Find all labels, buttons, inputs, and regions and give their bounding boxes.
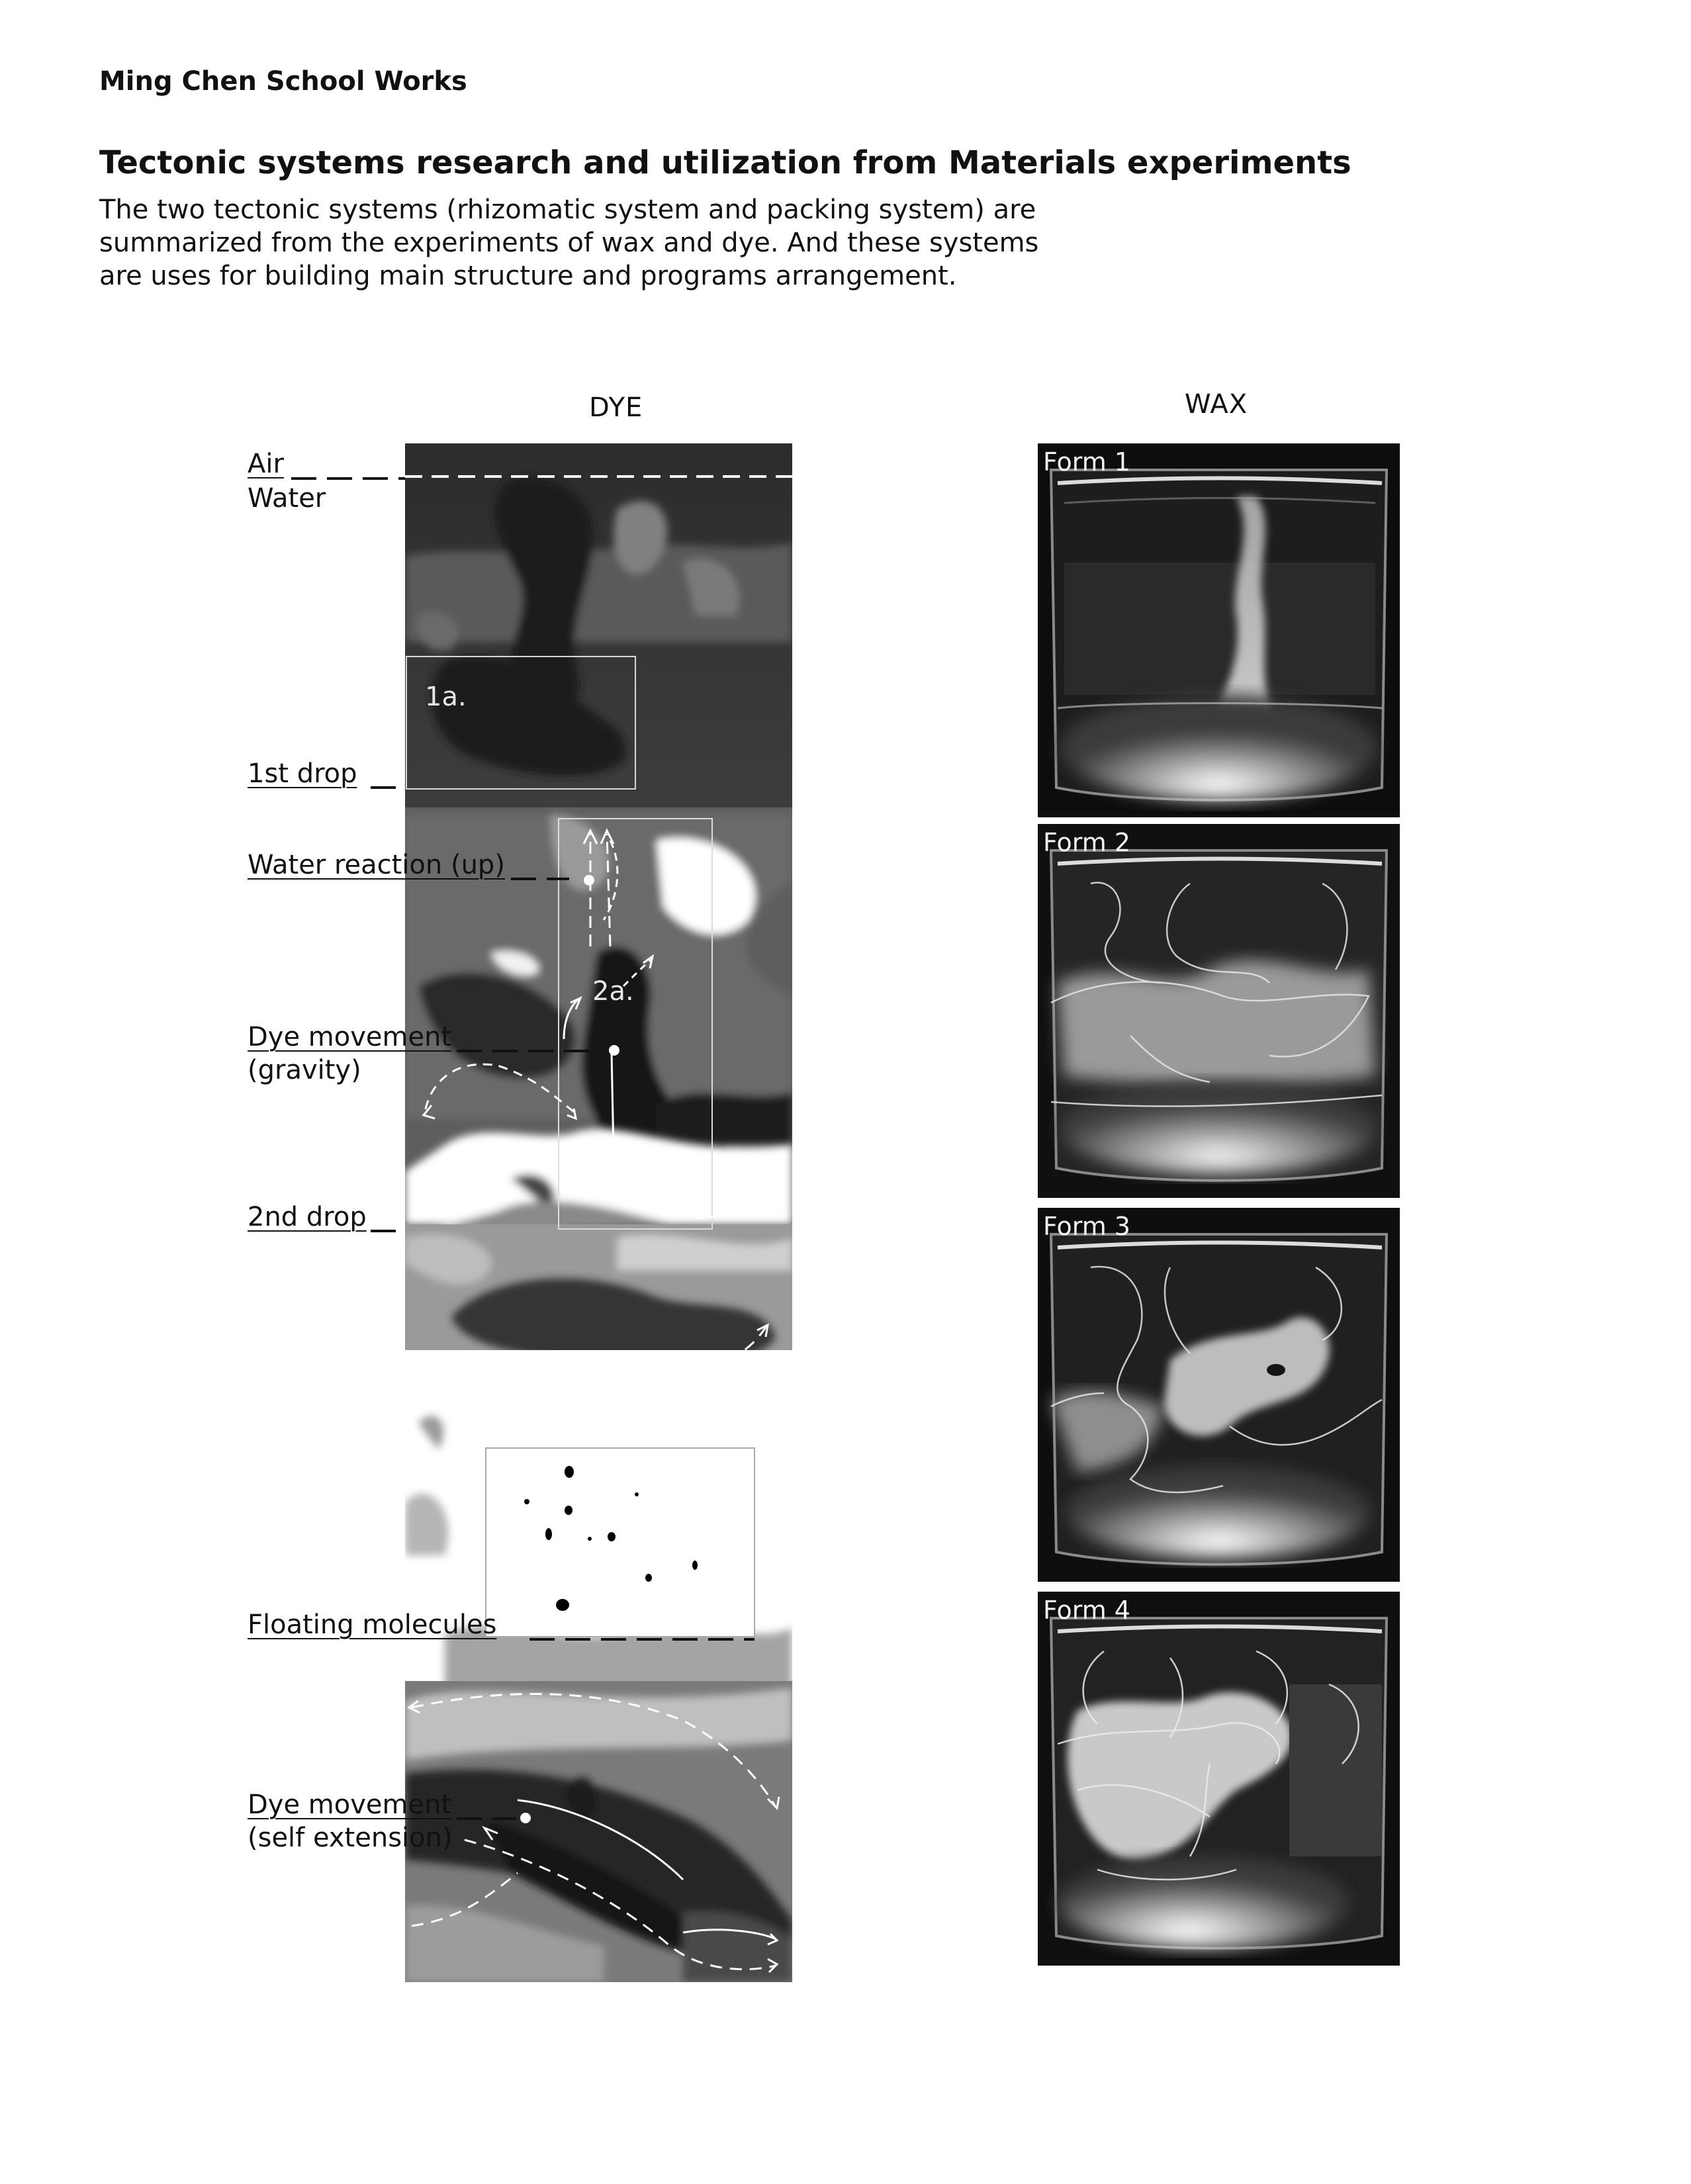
dye-experiment-image [405, 443, 792, 1982]
label-water-reaction: Water reaction (up) [248, 850, 505, 880]
wax-form-1-label: Form 1 [1043, 447, 1130, 477]
tag-1a: 1a. [425, 682, 467, 712]
wax-form-3-photo [1038, 1208, 1400, 1582]
label-dye-movement-self: Dye movement [248, 1790, 452, 1820]
label-floating-molecules: Floating molecules [248, 1610, 497, 1640]
tag-2a: 2a. [592, 976, 634, 1007]
wax-form-3-label: Form 3 [1043, 1212, 1130, 1241]
description-line: The two tectonic systems (rhizomatic system and packing system) are [99, 195, 1036, 225]
wax-column-title: WAX [1185, 389, 1248, 420]
label-dye-movement-gravity: Dye movement [248, 1022, 452, 1052]
label-gravity-sub: (gravity) [248, 1055, 361, 1085]
label-water: Water [248, 483, 326, 514]
label-second-drop: 2nd drop [248, 1202, 367, 1232]
wax-form-1-graphic [1038, 443, 1400, 817]
author-line: Ming Chen School Works [99, 66, 467, 97]
description [99, 193, 1092, 293]
page-title: Tectonic systems research and utilization from Materials experiments [99, 144, 1351, 181]
label-air: Air [248, 449, 284, 479]
description-line: are uses for building main structure and programs arrangement. [99, 261, 957, 291]
dye-column-title: DYE [589, 392, 643, 423]
wax-form-4-graphic [1038, 1592, 1400, 1966]
dye-experiment-graphic [405, 443, 792, 1982]
label-first-drop: 1st drop [248, 758, 357, 789]
label-self-extension-sub: (self extension) [248, 1823, 453, 1853]
wax-form-3-graphic [1038, 1208, 1400, 1582]
wax-form-4-photo [1038, 1592, 1400, 1966]
wax-form-2-photo [1038, 824, 1400, 1198]
wax-form-4-label: Form 4 [1043, 1596, 1130, 1625]
description-line: summarized from the experiments of wax and dye. And these systems [99, 228, 1039, 258]
wax-form-2-graphic [1038, 824, 1400, 1198]
wax-form-2-label: Form 2 [1043, 828, 1130, 857]
wax-form-1-photo [1038, 443, 1400, 817]
